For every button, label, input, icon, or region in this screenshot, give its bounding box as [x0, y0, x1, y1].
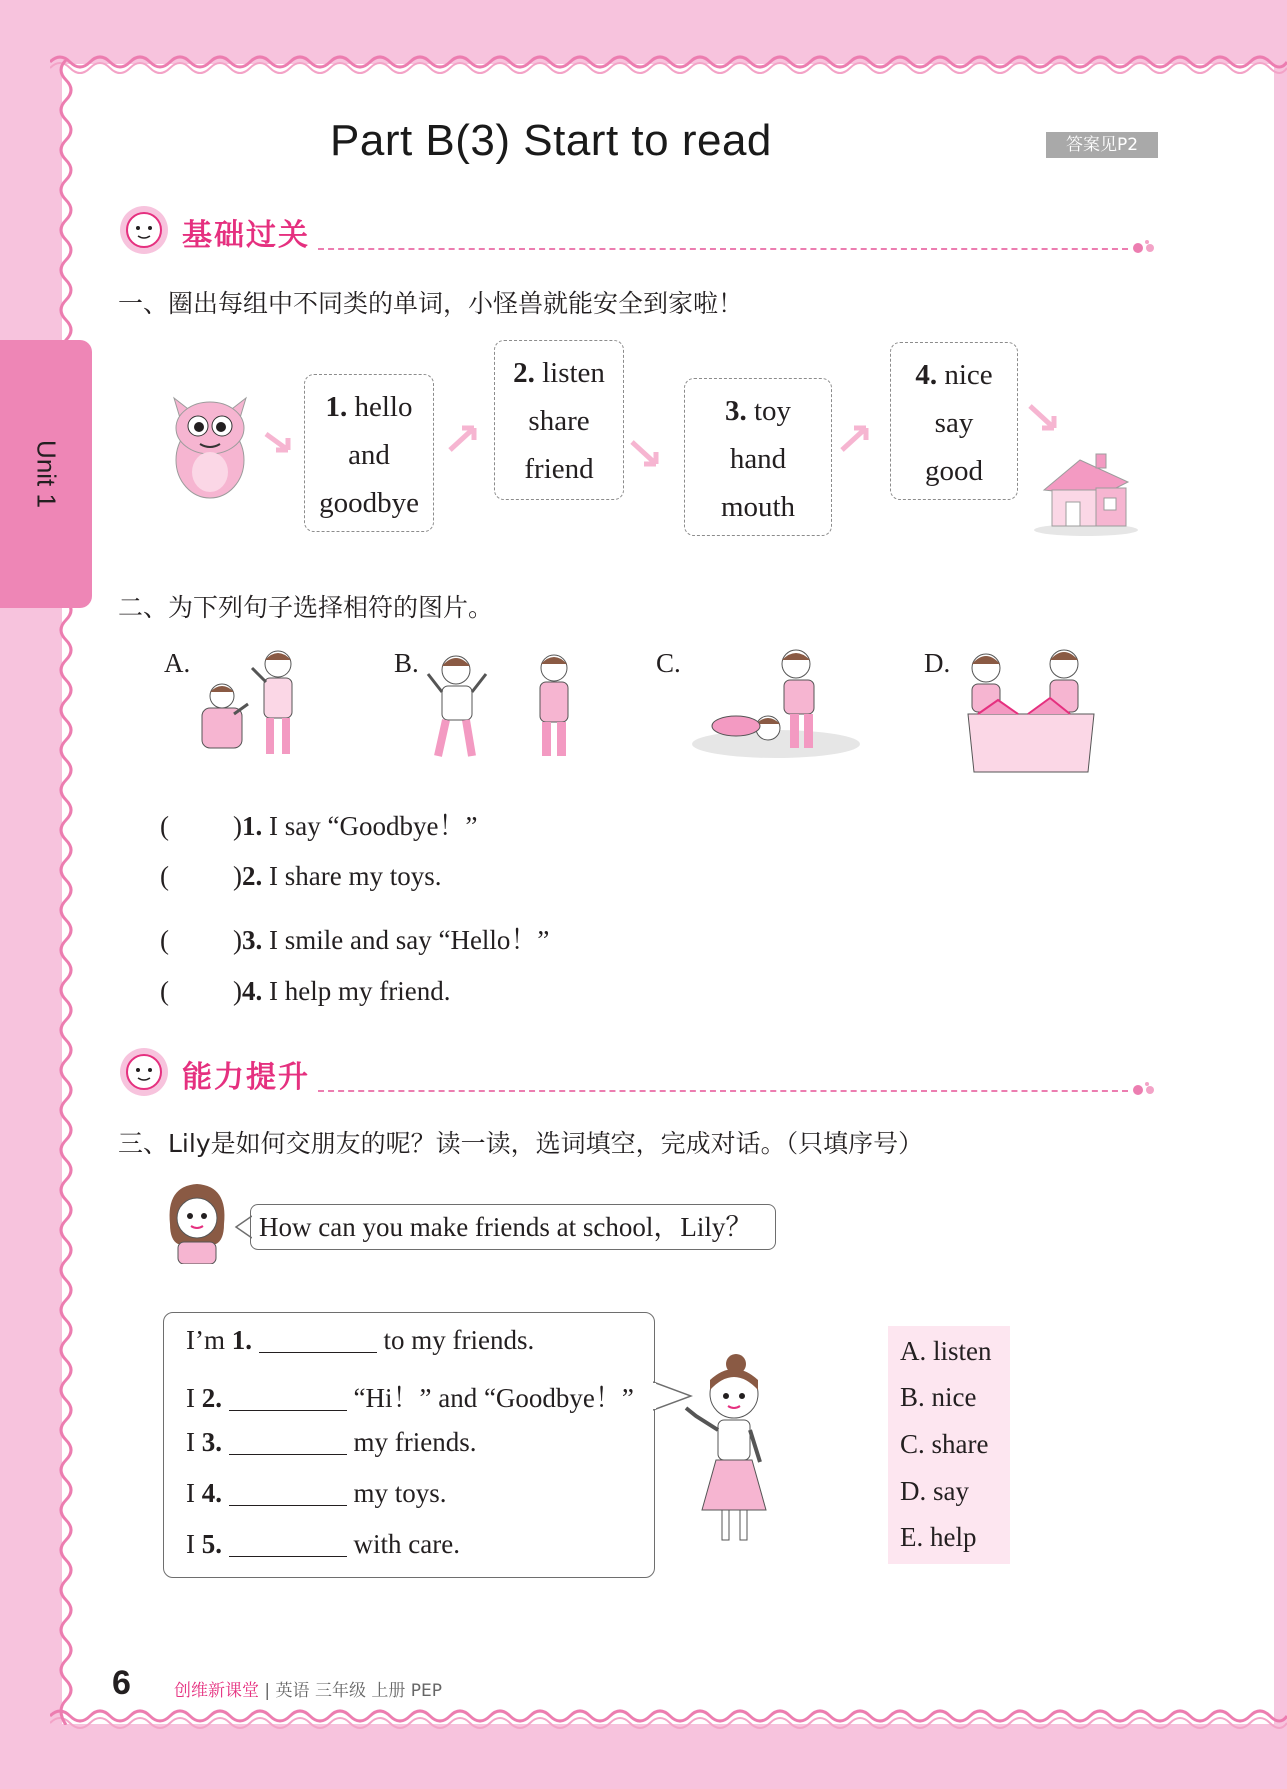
answer-blank-1[interactable]: ( ) — [160, 811, 242, 841]
footer-info — [174, 1676, 442, 1701]
teacher-avatar-icon — [118, 1046, 170, 1098]
word-group-2-line1[interactable]: 2. listen — [513, 357, 605, 389]
sentence-1: ( ) 1. I say “Goodbye！” — [160, 811, 478, 841]
teacher-avatar-icon — [118, 204, 170, 256]
fill-blank-3[interactable] — [229, 1427, 347, 1455]
dialogue-line-3: I 3. my friends. — [186, 1427, 477, 1457]
arrow-up-right-icon — [838, 420, 874, 456]
picture-c-help[interactable] — [686, 644, 862, 768]
section-basic-header — [118, 204, 1158, 260]
wavy-border-left — [52, 60, 80, 1725]
word-group-3-word2[interactable]: hand — [729, 443, 787, 475]
sentence-2: ( ) 2. I share my toys. — [160, 861, 442, 891]
picture-a-goodbye[interactable] — [196, 644, 306, 762]
section-divider — [318, 248, 1128, 250]
section-divider — [318, 1090, 1128, 1092]
word-group-4-word2[interactable]: say — [934, 407, 974, 439]
fill-blank-4[interactable] — [229, 1478, 347, 1506]
sentence-3: ( ) 3. I smile and say “Hello！” — [160, 925, 550, 955]
answer-blank-3[interactable]: ( ) — [160, 925, 242, 955]
question-3-instruction: 三、Lily是如何交朋友的呢？读一读，选词填空，完成对话。（只填序号） — [118, 1129, 924, 1158]
monster-icon — [160, 388, 260, 502]
picture-option-d-label: D. — [924, 648, 951, 678]
lily-girl-icon — [676, 1350, 776, 1550]
option-b[interactable]: B. nice — [900, 1382, 977, 1412]
word-group-4 — [890, 342, 1018, 500]
arrow-right-icon — [262, 424, 298, 460]
picture-option-a-label: A. — [164, 648, 191, 678]
word-group-1-word2[interactable]: and — [348, 439, 390, 471]
answer-reference-tag: 答案见P2 — [1046, 132, 1158, 158]
picture-b-hello[interactable] — [426, 648, 586, 764]
fill-blank-2[interactable] — [229, 1383, 347, 1411]
sentence-4: ( ) 4. I help my friend. — [160, 976, 451, 1006]
fill-blank-1[interactable] — [259, 1325, 377, 1353]
unit-tab-label: Unit 1 — [31, 440, 62, 508]
word-group-2-word3[interactable]: friend — [524, 453, 594, 485]
dialogue-line-5: I 5. with care. — [186, 1529, 460, 1559]
page-number: 6 — [112, 1664, 131, 1702]
house-icon — [1030, 446, 1142, 538]
arrow-down-right-icon — [628, 436, 664, 472]
option-d[interactable]: D. say — [900, 1476, 969, 1506]
word-group-1-line1[interactable]: 1. hello — [325, 391, 413, 423]
word-group-1-word3[interactable]: goodbye — [319, 487, 419, 519]
option-c[interactable]: C. share — [900, 1429, 989, 1459]
arrow-down-right-icon — [1026, 400, 1062, 436]
word-group-2 — [494, 340, 624, 500]
question-2-instruction: 二、为下列句子选择相符的图片。 — [118, 593, 494, 622]
dialogue-box — [163, 1312, 655, 1578]
dots-decoration-icon — [1128, 1080, 1158, 1100]
wavy-border-bottom — [50, 1708, 1287, 1736]
dialogue-line-4: I 4. my toys. — [186, 1478, 447, 1508]
section-advanced-header — [118, 1046, 1158, 1102]
dialogue-line-1: I’m 1. to my friends. — [186, 1325, 535, 1355]
word-group-3-line1[interactable]: 3. toy — [724, 395, 792, 427]
picture-option-b-label: B. — [394, 648, 419, 678]
wavy-border-top — [50, 48, 1287, 76]
word-group-3-word3[interactable]: mouth — [720, 491, 796, 523]
word-group-1 — [304, 374, 434, 532]
footer-subject: 英语 三年级 上册 PEP — [275, 1681, 443, 1701]
word-group-2-word2[interactable]: share — [528, 405, 590, 437]
footer-brand: 创维新课堂 — [174, 1681, 259, 1701]
option-e[interactable]: E. help — [900, 1522, 977, 1552]
word-group-4-word3[interactable]: good — [925, 455, 983, 487]
answer-blank-4[interactable]: ( ) — [160, 976, 242, 1006]
footer-separator: | — [264, 1681, 271, 1701]
dialogue-line-2: I 2. “Hi！” and “Goodbye！” — [186, 1383, 634, 1413]
page-title: Part B(3) Start to read — [330, 116, 772, 165]
word-options-panel — [888, 1326, 1010, 1564]
dots-decoration-icon — [1128, 238, 1158, 258]
section-advanced-label: 能力提升 — [182, 1060, 310, 1095]
word-group-4-line1[interactable]: 4. nice — [915, 359, 993, 391]
answer-blank-2[interactable]: ( ) — [160, 861, 242, 891]
section-basic-label: 基础过关 — [182, 218, 310, 253]
picture-d-share[interactable] — [958, 644, 1104, 776]
question-speech-bubble: How can you make friends at school，Lily？ — [250, 1204, 776, 1250]
question-1-instruction: 一、圈出每组中不同类的单词，小怪兽就能安全到家啦！ — [118, 289, 744, 318]
teacher-portrait-icon — [164, 1180, 230, 1264]
arrow-up-right-icon — [446, 420, 482, 456]
fill-blank-5[interactable] — [229, 1529, 347, 1557]
word-group-3 — [684, 378, 832, 536]
option-a[interactable]: A. listen — [900, 1336, 992, 1366]
picture-option-c-label: C. — [656, 648, 681, 678]
unit-tab — [0, 340, 92, 608]
